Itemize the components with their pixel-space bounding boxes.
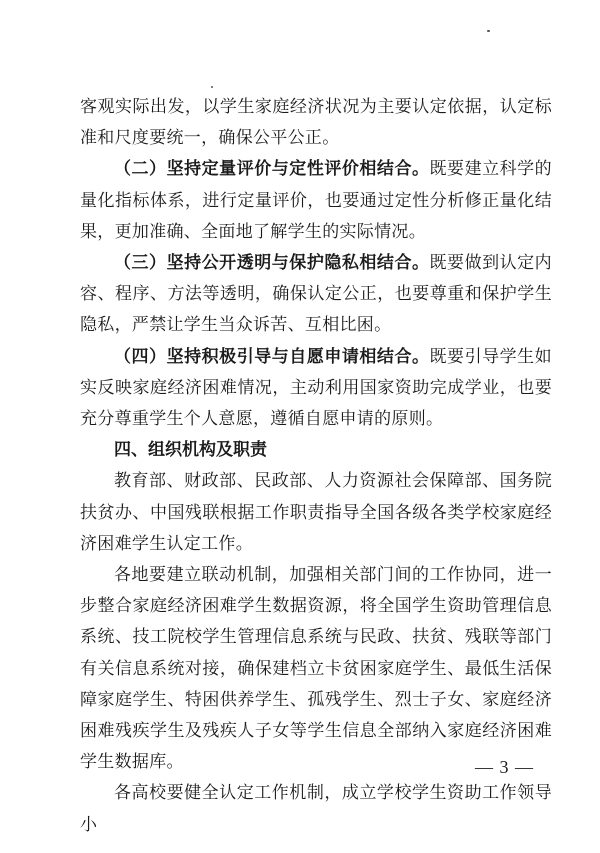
paragraph-text: 既要做到认定内容、程序、方法等透明，确保认定公正，也要尊重和保护学生隐私，严禁让学生当众诉苦、互相比困。	[80, 253, 552, 336]
paragraph-text: 既要引导学生如实反映家庭经济困难情况，主动利用国家资助完成学业，也要充分尊重学生个人意愿，遵循自愿申请的原则。	[80, 346, 552, 430]
paragraph-lead: （二）坚持定量评价与定性评价相结合。	[114, 159, 430, 180]
paragraph-principle-two	[80, 154, 552, 248]
section-heading: 四、组织机构及职责	[114, 440, 267, 461]
page-number: — 3 —	[475, 757, 534, 777]
paragraph-principle-three	[80, 248, 552, 342]
paragraph-lead: （四）坚持积极引导与自愿申请相结合。	[114, 346, 430, 367]
paragraph-universities: 各高校要健全认定工作机制，成立学校学生资助工作领导小	[80, 783, 552, 835]
scan-speck	[211, 86, 213, 88]
paragraph-continuation	[80, 92, 552, 154]
paragraph-lead: （三）坚持公开透明与保护隐私相结合。	[114, 253, 430, 274]
scan-speck	[487, 30, 490, 32]
document-body	[80, 92, 552, 841]
paragraph-text: 既要建立科学的量化指标体系，进行定量评价，也要通过定性分析修正量化结果，更加准确、全面地了解学生的实际情况。	[80, 159, 552, 242]
paragraph-text: 客观实际出发，以学生家庭经济状况为主要认定依据，认定标准和尺度要统一，确保公平公正。	[80, 97, 552, 149]
paragraph-ministries: 教育部、财政部、民政部、人力资源社会保障部、国务院扶贫办、中国残联根据工作职责指导全国各级各类学校家庭经济困难学生认定工作。	[80, 471, 552, 554]
paragraph-principle-four	[80, 342, 552, 436]
paragraph-linkage: 各地要建立联动机制，加强相关部门间的工作协同，进一步整合家庭经济困难学生数据资源，将全国学生资助管理信息系统、技工院校学生管理信息系统与民政、扶贫、残联等部门有关信息系统对接，确保建档立卡贫困家庭学生、最低生活保障家庭学生、特困供养学生、孤残学生、烈士子女、家庭经济困难残疾学生及残疾人子女等学生信息全部纳入家庭经济困难学生数据库。	[80, 565, 552, 773]
